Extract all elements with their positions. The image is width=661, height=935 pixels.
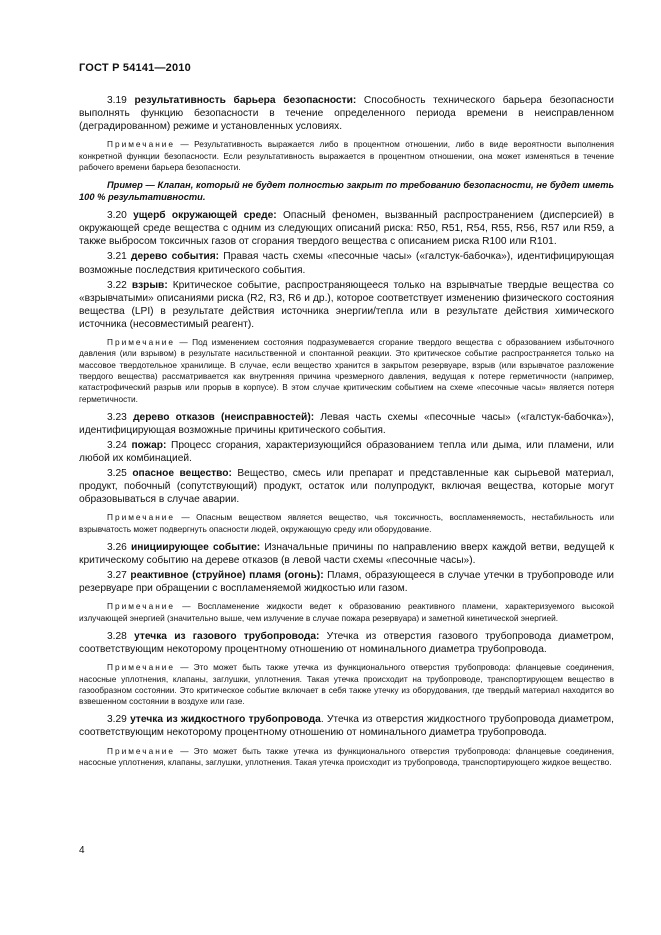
term-definition: Левая часть схемы «песочные часы» («галстук-бабочка»), идентифицирующая возможные причины критического события. xyxy=(79,411,614,436)
term-definition: Вещество, смесь или препарат и представленные как сырьевой материал, продукт, побочный (сопутствующий) продукт, остаток или полупродукт, включая вещества, которые могут образовываться в случае аварии. xyxy=(79,468,614,506)
note-label: Примечание xyxy=(107,139,176,150)
note-label: Примечание xyxy=(107,337,176,348)
term-name: дерево события: xyxy=(131,251,220,263)
note-text: — Это может быть также утечка из функционального отверстия трубопровода: фланцевые соединения, насосные уплотнения, клапаны, заглушки, уплотнения. Такая утечка происходит на трубопроводе, транспортирующем вещество в газообразном состоянии. Это критическое событие включает в себя также утечку из оборудования, где твердый материал находится во взвешенном состоянии в воздухе или газе. xyxy=(79,662,614,707)
term-definition: Правая часть схемы «песочные часы» («галстук-бабочка»), идентифицирующая возможные последствия критического события. xyxy=(79,251,614,276)
note-3-25 xyxy=(79,512,614,535)
term-name: дерево отказов (неисправностей): xyxy=(133,411,315,423)
note-3-27 xyxy=(79,601,614,624)
example-3-19: Пример — Клапан, который не будет полностью закрыт по требованию безопасности, не будет иметь 100 % результативности. xyxy=(79,180,614,203)
term-3-24 xyxy=(79,439,614,465)
note-label: Примечание xyxy=(107,512,176,523)
term-definition: Критическое событие, распространяющееся только на взрывчатые твердые вещества со «взрывчатыми» описаниями риска (R2, R3, R6 и др.), которое соответствует изменению физического состояния вещества (LPI) в результате действия источника энергии/тепла или в результате действия химического источника (несовместимый реагент). xyxy=(79,279,614,330)
term-definition: Процесс сгорания, характеризующийся образованием тепла или дыма, или пламени, или любой их комбинацией. xyxy=(79,439,614,465)
term-name: пожар: xyxy=(131,439,167,451)
term-3-29 xyxy=(79,713,614,739)
term-name: результативность барьера безопасности: xyxy=(134,95,357,106)
note-3-19 xyxy=(79,139,614,173)
term-name: ущерб окружающей среде: xyxy=(133,210,277,222)
term-name: утечка из жидкостного трубопровода xyxy=(130,714,321,726)
note-text: — Это может быть также утечка из функционального отверстия трубопровода: фланцевые соединения, насосные уплотнения, клапаны, заглушки, уплотнения. Такая утечка происходит из трубопровода, транспортирующего жидкое вещество. xyxy=(79,745,614,767)
term-number: 3.26 xyxy=(107,542,127,554)
term-number: 3.23 xyxy=(107,411,127,423)
term-definition: Пламя, образующееся в случае утечки в трубопроводе или резервуаре при обращении с воспламеняемой жидкостью или газом. xyxy=(79,570,614,595)
term-3-21 xyxy=(79,250,614,276)
term-definition: Способность технического барьера безопасности выполнять функцию безопасности в течение определенного периода времени в неисправленном (деградированном) режиме и установленных условиях. xyxy=(79,95,614,133)
term-number: 3.28 xyxy=(107,631,127,643)
term-3-19 xyxy=(79,94,614,133)
term-3-26 xyxy=(79,541,614,567)
note-text: — Под изменением состояния подразумевается сгорание твердого вещества с образованием избыточного давления (или взрывом) в результате насильственной и спонтанной реакции. Это критическое событие распространяется только на массовое твердотельное хранилище. В случае, если вещество хранится в закрытом резервуаре, взрыв (или взрывчатое разложение твердого вещества) рассматривается как внутренняя причина чрезмерного давления, ведущая к потере герметичности (например, катастрофический разрыв или прорыв в корпусе). В этом случае критическим событием на схеме «песочные часы» является потеря герметичности. xyxy=(79,337,614,404)
note-text: — Опасным веществом является вещество, чья токсичность, воспламеняемость, нестабильность или взрывчатость может подвергнуть опасности людей, окружающую среду или оборудование. xyxy=(79,512,614,534)
term-name: утечка из газового трубопровода: xyxy=(134,631,320,643)
term-number: 3.29 xyxy=(107,714,127,726)
note-3-22 xyxy=(79,337,614,405)
term-number: 3.24 xyxy=(107,439,127,451)
note-label: Примечание xyxy=(107,662,176,673)
term-name: взрыв: xyxy=(131,279,168,291)
term-name: реактивное (струйное) пламя (огонь): xyxy=(130,570,324,582)
term-definition: Утечка из отверстия газового трубопровода диаметром, соответствующим некоторому процентному отношению от номинального диаметра трубопровода. xyxy=(79,631,614,656)
term-3-25 xyxy=(79,467,614,506)
note-label: Примечание xyxy=(107,601,176,612)
term-3-20 xyxy=(79,209,614,248)
term-3-27 xyxy=(79,569,614,595)
term-definition: Опасный феномен, вызванный распространением (дисперсией) в окружающей среде вещества с одним из следующих описаний риска: R50, R51, R54, R55, R56, R57 или R59, а также выбросом токсичных газов от сгорания твердого вещества с описанием риска R100 или R101. xyxy=(79,210,614,248)
term-3-28 xyxy=(79,630,614,656)
term-3-23 xyxy=(79,411,614,437)
term-number: 3.25 xyxy=(107,468,127,480)
note-text: — Воспламенение жидкости ведет к образованию реактивного пламени, характеризуемого высокой излучающей энергией (значительно выше, чем излучение в случае пожара резервуара) и заметной кинетической энергией. xyxy=(79,601,614,623)
term-name: инициирующее событие: xyxy=(131,542,261,554)
note-3-29 xyxy=(79,746,614,769)
note-3-28 xyxy=(79,662,614,707)
note-label: Примечание xyxy=(107,745,176,756)
term-number: 3.22 xyxy=(107,279,127,291)
page-number: 4 xyxy=(79,845,85,856)
note-text: — Результативность выражается либо в процентном отношении, либо в виде вероятности выполнения конкретной функции безопасности. Если результативность выражается в процентном отношении, она может изменяться в течение рабочего времени барьера безопасности. xyxy=(79,139,614,172)
term-number: 3.21 xyxy=(107,251,127,263)
term-number: 3.27 xyxy=(107,570,127,582)
term-number: 3.19 xyxy=(107,95,127,106)
term-number: 3.20 xyxy=(107,210,127,222)
standard-header: ГОСТ Р 54141—2010 xyxy=(79,62,191,74)
term-name: опасное вещество: xyxy=(132,468,232,480)
document-body xyxy=(79,94,614,768)
term-definition: Изначальные причины по направлению вверх каждой ветви, ведущей к критическому событию на дереве отказов (в левой части схемы «песочные часы»). xyxy=(79,542,614,567)
term-definition: . Утечка из отверстия жидкостного трубопровода диаметром, соответствующим некоторому процентному отношению от номинального диаметра трубопровода. xyxy=(79,714,614,739)
term-3-22 xyxy=(79,279,614,331)
